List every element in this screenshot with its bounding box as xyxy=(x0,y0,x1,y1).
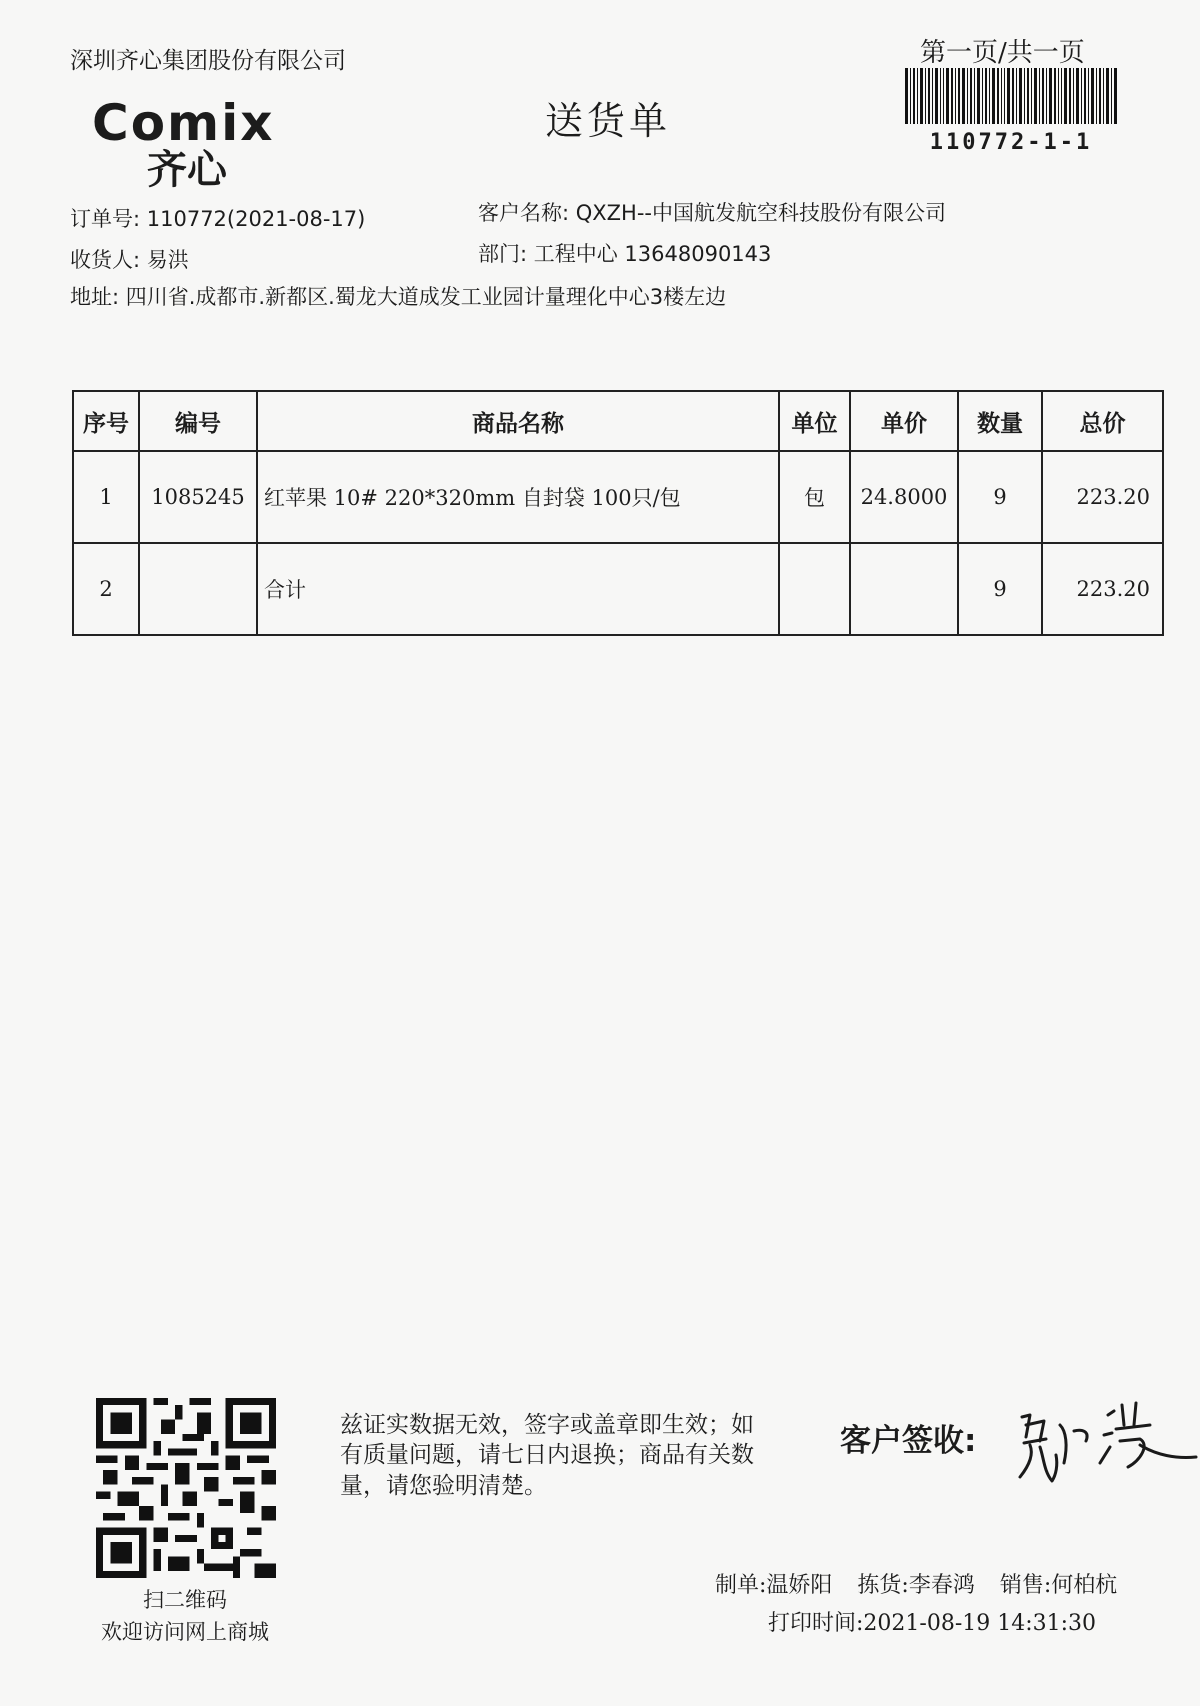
picker: 拣货:李春鸿 xyxy=(857,1573,975,1598)
column-header: 单价 xyxy=(850,391,958,451)
qr-caption-line-2: 欢迎访问网上商城 xyxy=(101,1619,269,1644)
cell-price: 24.8000 xyxy=(850,451,958,543)
column-header: 编号 xyxy=(139,391,257,451)
notice-text: 兹证实数据无效，签字或盖章即生效；如有质量问题，请七日内退换；商品有关数量，请您验明清楚。 xyxy=(340,1412,754,1499)
document-title: 送货单 xyxy=(545,99,672,143)
column-header: 单位 xyxy=(779,391,850,451)
column-header: 序号 xyxy=(73,391,139,451)
column-header: 总价 xyxy=(1042,391,1163,451)
qr-caption xyxy=(70,1585,300,1648)
qr-code xyxy=(96,1398,276,1578)
table-header-row xyxy=(73,391,1163,451)
maker: 制单:温娇阳 xyxy=(715,1573,833,1598)
cell-total: 223.20 xyxy=(1042,451,1163,543)
customer-name: 客户名称: QXZH--中国航发航空科技股份有限公司 xyxy=(478,201,946,225)
barcode-number: 110772-1-1 xyxy=(929,130,1093,155)
address: 地址: 四川省.成都市.新都区.蜀龙大道成发工业园计量理化中心3楼左边 xyxy=(70,285,727,309)
order-number: 订单号: 110772(2021-08-17) xyxy=(70,207,366,231)
cell-seq: 1 xyxy=(73,451,139,543)
cell-unit: 包 xyxy=(779,451,850,543)
cell-code: 1085245 xyxy=(139,451,257,543)
customer-signature-label: 客户签收: xyxy=(840,1423,977,1459)
table-row xyxy=(73,543,1163,635)
cell-name: 合计 xyxy=(257,543,779,635)
logo-chinese: 齐心 xyxy=(147,147,227,193)
cell-unit xyxy=(779,543,850,635)
cell-code xyxy=(139,543,257,635)
goods-table xyxy=(72,390,1164,636)
qr-caption-line-1: 扫二维码 xyxy=(143,1588,227,1612)
page-indicator: 第一页/共一页 xyxy=(920,38,1085,68)
table-row xyxy=(73,451,1163,543)
column-header: 数量 xyxy=(958,391,1042,451)
staff-line xyxy=(715,1568,1135,1599)
comix-logo xyxy=(92,94,322,193)
cell-qty: 9 xyxy=(958,543,1042,635)
sales: 销售:何柏杭 xyxy=(999,1573,1118,1598)
barcode xyxy=(905,68,1117,124)
department: 部门: 工程中心 13648090143 xyxy=(478,242,772,266)
cell-price xyxy=(850,543,958,635)
cell-name: 红苹果 10# 220*320mm 自封袋 100只/包 xyxy=(257,451,779,543)
cell-qty: 9 xyxy=(958,451,1042,543)
company-name: 深圳齐心集团股份有限公司 xyxy=(70,48,346,74)
cell-seq: 2 xyxy=(73,543,139,635)
handwritten-signature xyxy=(1000,1385,1200,1495)
receiver: 收货人: 易洪 xyxy=(70,248,189,272)
cell-total: 223.20 xyxy=(1042,543,1163,635)
column-header: 商品名称 xyxy=(257,391,779,451)
logo-english: Comix xyxy=(92,94,275,152)
print-time: 打印时间:2021-08-19 14:31:30 xyxy=(768,1611,1097,1636)
